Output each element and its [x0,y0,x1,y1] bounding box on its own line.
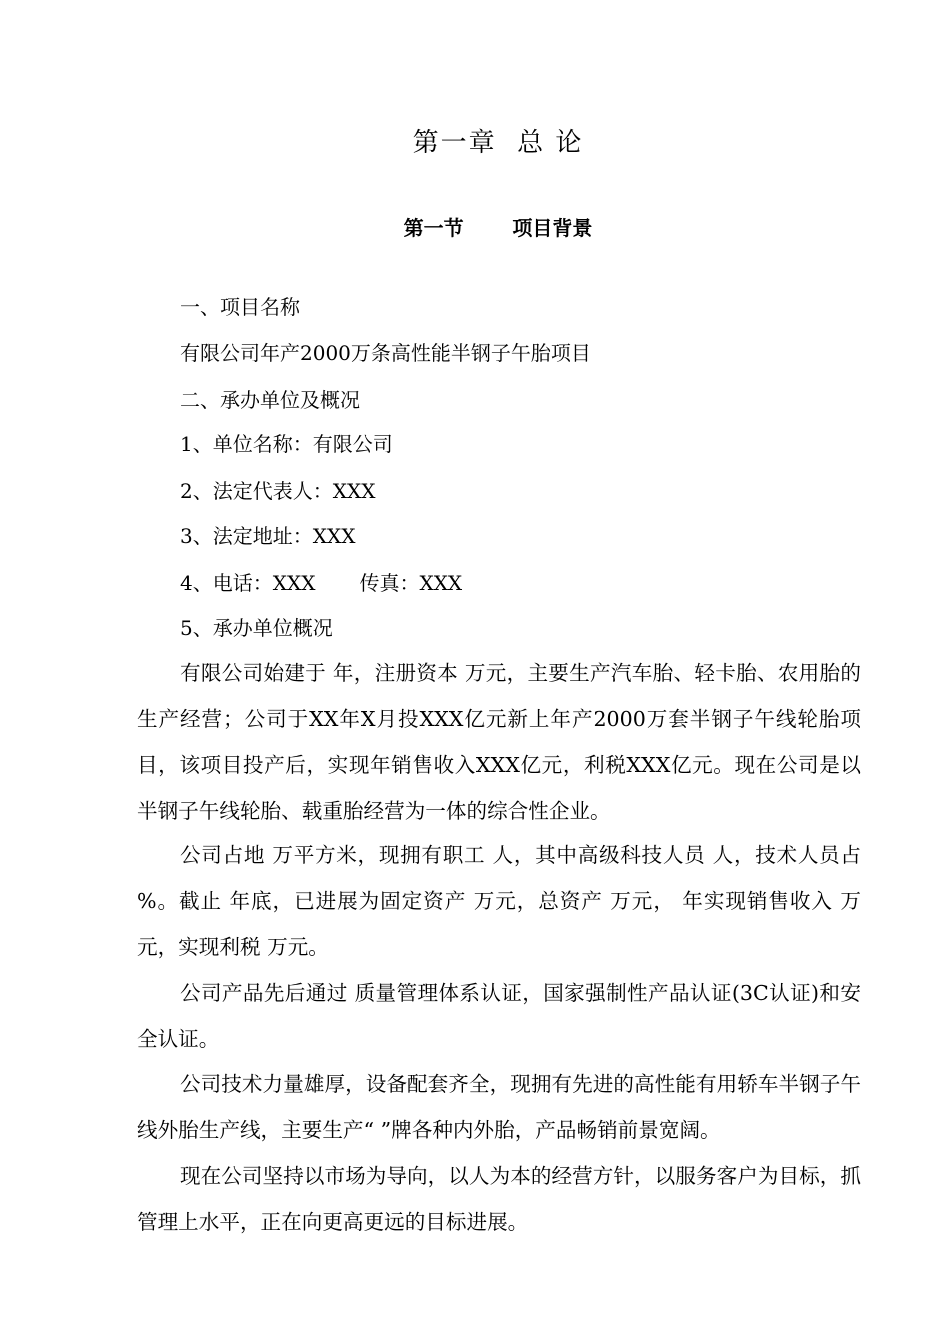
section-title: 第一节 项目背景 [403,216,593,240]
chapter-title: 第一章 总 论 [412,128,584,158]
paragraph-company-history: 有限公司始建于 年，注册资本 万元，主要生产汽车胎、轻卡胎、农用胎的生产经营；公司于XX年X月投XXX亿元新上年产2000万套半钢子午线轮胎项目，该项目投产后，实现年销售收入XXX亿元，利税XXX亿元。现在公司是以半钢子午线轮胎、载重胎经营为一体的综合性企业。 [137,661,861,823]
phone: 4、电话：XXX [180,571,316,595]
paragraph-certifications: 公司产品先后通过 质量管理体系认证，国家强制性产品认证(3C认证)和安全认证。 [137,981,861,1051]
legal-representative: 2、法定代表人：XXX [180,479,376,503]
paragraph-strategy: 现在公司坚持以市场为导向，以人为本的经营方针，以服务客户为目标，抓管理上水平，正在向更高更远的目标进展。 [137,1164,861,1234]
legal-address: 3、法定地址：XXX [180,524,356,548]
unit-name: 1、单位名称：有限公司 [180,432,393,456]
overview-heading: 5、承办单位概况 [180,616,333,640]
fax: 传真：XXX [359,571,463,595]
paragraph-company-scale: 公司占地 万平方米，现拥有职工 人，其中高级科技人员 人，技术人员占 %。截止 年底，已进展为固定资产 万元，总资产 万元， 年实现销售收入 万元，实现利税 万元。 [137,843,861,959]
paragraph-technology: 公司技术力量雄厚，设备配套齐全，现拥有先进的高性能有用轿车半钢子午线外胎生产线，主要生产“ ”牌各种内外胎，产品畅销前景宽阔。 [137,1072,861,1142]
item1-heading: 一、项目名称 [180,295,300,319]
item2-heading: 二、承办单位及概况 [180,388,360,412]
contact-line [180,569,462,597]
project-name: 有限公司年产2000万条高性能半钢子午胎项目 [180,341,591,365]
